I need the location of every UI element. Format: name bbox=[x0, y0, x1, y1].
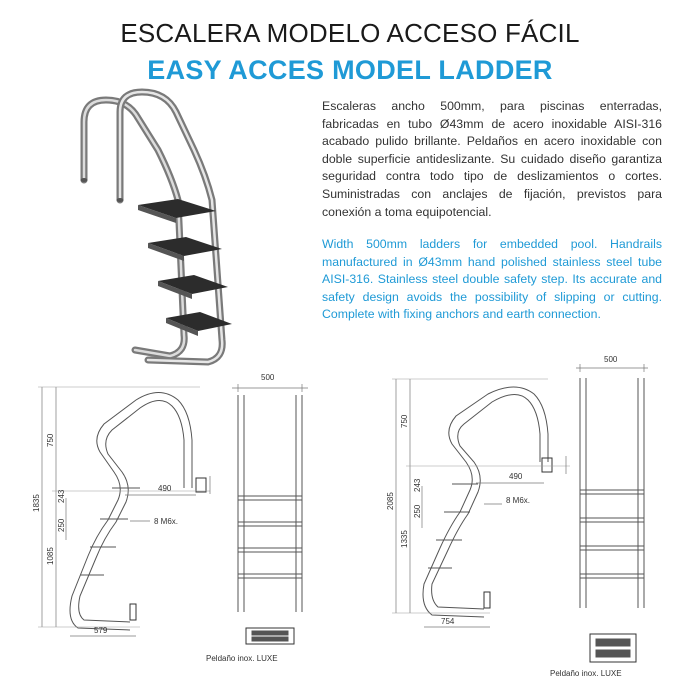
dim-left-250: 250 bbox=[57, 518, 66, 532]
dim-right-250: 250 bbox=[413, 504, 422, 518]
ladder-photo bbox=[81, 92, 233, 362]
dim-right-total: 2085 bbox=[386, 492, 395, 510]
dim-right-490: 490 bbox=[509, 472, 523, 481]
dim-left-lower: 1085 bbox=[46, 547, 55, 565]
dim-left-490: 490 bbox=[158, 484, 172, 493]
dim-right-lower: 1335 bbox=[400, 530, 409, 548]
side-view-right bbox=[392, 379, 570, 627]
description-spanish: Escaleras ancho 500mm, para piscinas enterradas, fabricadas en tubo Ø43mm de acero inoxidable AISI-316 acabado pulido brillante. Peldaños en acero inoxidable con doble superficie antideslizante. Su cuidado diseño garantiza seguridad contra todo tipo de deslizamientos o cortes. Suministradas con anclajes de fijación, previstos para conexión a toma equipotencial. bbox=[322, 99, 662, 219]
side-view-left bbox=[38, 387, 210, 636]
ladder-step bbox=[148, 237, 222, 261]
front-view-left bbox=[232, 384, 308, 644]
dim-right-upper: 750 bbox=[400, 414, 409, 428]
dim-left-upper: 750 bbox=[46, 433, 55, 447]
dim-left-total: 1835 bbox=[32, 494, 41, 512]
title-english: EASY ACCES MODEL LADDER bbox=[147, 55, 553, 85]
dim-left-579: 579 bbox=[94, 626, 108, 635]
dim-left-500: 500 bbox=[261, 373, 275, 382]
dim-right-500: 500 bbox=[604, 355, 618, 364]
dim-right-bolt: 8 M6x. bbox=[506, 496, 531, 505]
caption-right-step: Peldaño inox. LUXE bbox=[550, 669, 622, 678]
dim-left-bolt: 8 M6x. bbox=[154, 517, 179, 526]
caption-left-step: Peldaño inox. LUXE bbox=[206, 654, 278, 663]
front-view-right bbox=[576, 364, 648, 662]
dim-left-243: 243 bbox=[57, 489, 66, 503]
title-spanish: ESCALERA MODELO ACCESO FÁCIL bbox=[120, 18, 580, 48]
dim-right-243: 243 bbox=[413, 478, 422, 492]
description-english: Width 500mm ladders for embedded pool. Handrails manufactured in Ø43mm hand polished stainless steel tube AISI-316. Stainless steel double safety step. Its accurate and safety design avoids the possibility of slipping or cutting. Complete with fixing anchors and earth connection. bbox=[322, 237, 662, 322]
dim-right-754: 754 bbox=[441, 617, 455, 626]
